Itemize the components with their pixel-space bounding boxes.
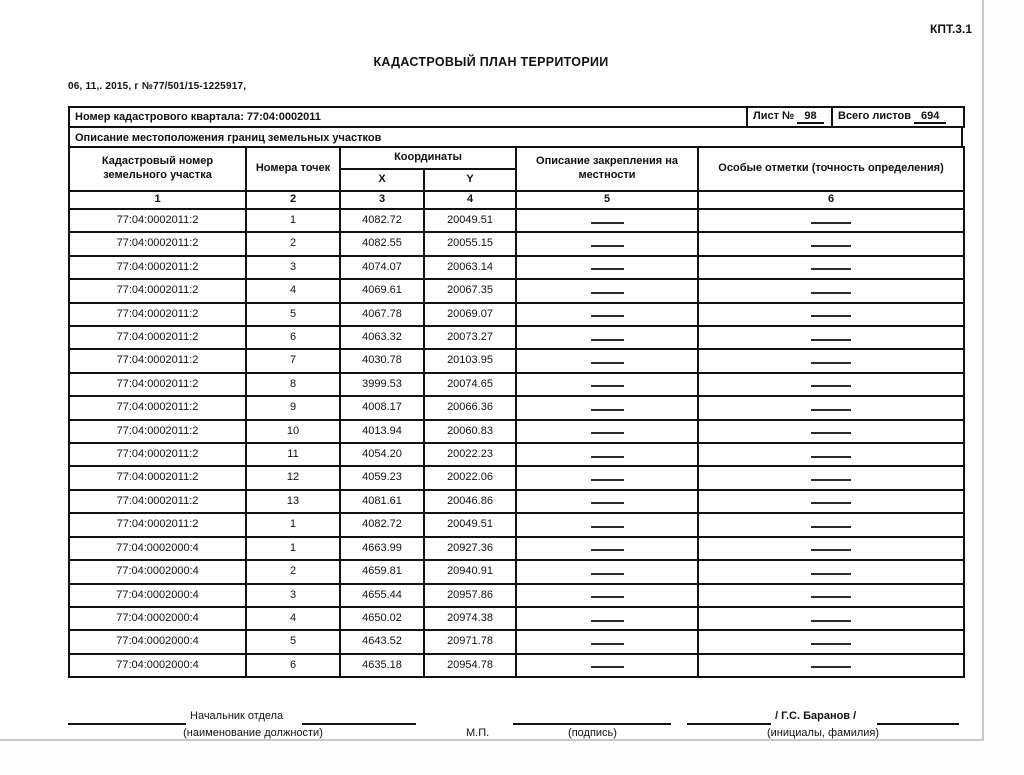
y-coordinate-cell: 20049.51	[424, 209, 516, 232]
blank-line	[811, 451, 851, 458]
date-line: 06, 11,. 2015, г №77/501/15-1225917,	[68, 81, 247, 92]
position-caption: (наименование должности)	[183, 727, 323, 739]
sheet-number-value: 98	[797, 110, 823, 124]
table-row	[69, 349, 964, 372]
signature-line	[687, 723, 771, 725]
fixation-cell	[516, 584, 698, 607]
y-coordinate-cell: 20060.83	[424, 420, 516, 443]
point-number-cell: 8	[246, 373, 340, 396]
fixation-cell	[516, 209, 698, 232]
signature-caption: (подпись)	[568, 727, 617, 739]
blank-line	[811, 568, 851, 575]
notes-cell	[698, 373, 964, 396]
signature-line	[877, 723, 959, 725]
fixation-cell	[516, 443, 698, 466]
blank-line	[591, 380, 624, 387]
x-coordinate-cell: 4069.61	[340, 279, 424, 302]
fixation-cell	[516, 349, 698, 372]
official-name: / Г.С. Баранов /	[775, 710, 857, 722]
x-coordinate-cell: 4067.78	[340, 303, 424, 326]
x-coordinate-cell: 3999.53	[340, 373, 424, 396]
x-coordinate-cell: 4663.99	[340, 537, 424, 560]
y-coordinate-cell: 20074.65	[424, 373, 516, 396]
blank-line	[811, 615, 851, 622]
notes-cell	[698, 607, 964, 630]
table-row	[69, 326, 964, 349]
blank-line	[811, 427, 851, 434]
table-row	[69, 630, 964, 653]
header-cadastral-number: Кадастровый номер земельного участка	[69, 147, 246, 191]
point-number-cell: 6	[246, 654, 340, 677]
notes-cell	[698, 349, 964, 372]
fixation-cell	[516, 256, 698, 279]
signature-line	[513, 723, 671, 725]
fixation-cell	[516, 560, 698, 583]
table-row	[69, 373, 964, 396]
point-number-cell: 10	[246, 420, 340, 443]
table-row	[69, 560, 964, 583]
point-number-cell: 2	[246, 232, 340, 255]
point-number-cell: 13	[246, 490, 340, 513]
cadastral-number-cell: 77:04:0002011:2	[69, 396, 246, 419]
point-number-cell: 7	[246, 349, 340, 372]
cadastral-number-cell: 77:04:0002011:2	[69, 326, 246, 349]
total-sheets-label: Всего листов	[838, 110, 911, 122]
blank-line	[591, 591, 624, 598]
cadastral-number-cell: 77:04:0002011:2	[69, 349, 246, 372]
notes-cell	[698, 326, 964, 349]
blank-line	[591, 521, 624, 528]
cadastral-number-cell: 77:04:0002011:2	[69, 490, 246, 513]
notes-cell	[698, 443, 964, 466]
blank-line	[591, 427, 624, 434]
table-row	[69, 303, 964, 326]
x-coordinate-cell: 4013.94	[340, 420, 424, 443]
y-coordinate-cell: 20022.23	[424, 443, 516, 466]
cadastral-number-cell: 77:04:0002011:2	[69, 232, 246, 255]
x-coordinate-cell: 4030.78	[340, 349, 424, 372]
blank-line	[591, 544, 624, 551]
x-coordinate-cell: 4643.52	[340, 630, 424, 653]
cadastral-number-cell: 77:04:0002011:2	[69, 443, 246, 466]
cadastral-number-cell: 77:04:0002011:2	[69, 373, 246, 396]
cadastral-number-cell: 77:04:0002011:2	[69, 256, 246, 279]
blank-line	[591, 217, 624, 224]
table-row	[69, 607, 964, 630]
point-number-cell: 6	[246, 326, 340, 349]
notes-cell	[698, 420, 964, 443]
column-number: 4	[424, 191, 516, 209]
table-row	[69, 209, 964, 232]
cadastral-number-cell: 77:04:0002000:4	[69, 537, 246, 560]
blank-line	[591, 638, 624, 645]
y-coordinate-cell: 20954.78	[424, 654, 516, 677]
notes-cell	[698, 232, 964, 255]
blank-line	[811, 287, 851, 294]
header-coordinates: Координаты	[340, 147, 516, 169]
point-number-cell: 2	[246, 560, 340, 583]
notes-cell	[698, 466, 964, 489]
notes-cell	[698, 396, 964, 419]
notes-cell	[698, 303, 964, 326]
y-coordinate-cell: 20046.86	[424, 490, 516, 513]
point-number-cell: 9	[246, 396, 340, 419]
blank-line	[811, 263, 851, 270]
fixation-cell	[516, 303, 698, 326]
notes-cell	[698, 630, 964, 653]
cadastral-number-cell: 77:04:0002011:2	[69, 513, 246, 536]
quarter-number-cell	[69, 107, 747, 127]
header-y: Y	[424, 169, 516, 191]
quarter-box	[68, 106, 965, 128]
fixation-cell	[516, 420, 698, 443]
point-number-cell: 5	[246, 303, 340, 326]
position-label: Начальник отдела	[190, 710, 284, 722]
blank-line	[591, 334, 624, 341]
blank-line	[591, 568, 624, 575]
table-row	[69, 232, 964, 255]
x-coordinate-cell: 4082.72	[340, 513, 424, 536]
section-title: Описание местоположения границ земельных участков	[69, 127, 962, 149]
column-number: 2	[246, 191, 340, 209]
table-row	[69, 490, 964, 513]
cadastral-number-cell: 77:04:0002011:2	[69, 466, 246, 489]
quarter-number-label: Номер кадастрового квартала: 77:04:0002011	[75, 111, 321, 123]
point-number-cell: 3	[246, 256, 340, 279]
table-row	[69, 584, 964, 607]
y-coordinate-cell: 20066.36	[424, 396, 516, 419]
fixation-cell	[516, 232, 698, 255]
blank-line	[811, 661, 851, 668]
column-number: 1	[69, 191, 246, 209]
blank-line	[811, 638, 851, 645]
x-coordinate-cell: 4059.23	[340, 466, 424, 489]
blank-line	[811, 544, 851, 551]
point-number-cell: 5	[246, 630, 340, 653]
table-row	[69, 256, 964, 279]
notes-cell	[698, 490, 964, 513]
point-number-cell: 1	[246, 209, 340, 232]
blank-line	[591, 310, 624, 317]
cadastral-number-cell: 77:04:0002000:4	[69, 607, 246, 630]
point-number-cell: 12	[246, 466, 340, 489]
notes-cell	[698, 654, 964, 677]
x-coordinate-cell: 4635.18	[340, 654, 424, 677]
x-coordinate-cell: 4008.17	[340, 396, 424, 419]
blank-line	[811, 357, 851, 364]
point-number-cell: 1	[246, 537, 340, 560]
table-row	[69, 513, 964, 536]
point-number-cell: 4	[246, 279, 340, 302]
y-coordinate-cell: 20103.95	[424, 349, 516, 372]
x-coordinate-cell: 4082.55	[340, 232, 424, 255]
fixation-cell	[516, 513, 698, 536]
blank-line	[811, 591, 851, 598]
y-coordinate-cell: 20971.78	[424, 630, 516, 653]
header-fixation: Описание закрепления на местности	[516, 147, 698, 191]
table-row	[69, 537, 964, 560]
fixation-cell	[516, 607, 698, 630]
cadastral-number-cell: 77:04:0002000:4	[69, 584, 246, 607]
point-number-cell: 1	[246, 513, 340, 536]
blank-line	[591, 240, 624, 247]
cadastral-number-cell: 77:04:0002000:4	[69, 630, 246, 653]
blank-line	[811, 380, 851, 387]
table-row	[69, 279, 964, 302]
blank-line	[591, 263, 624, 270]
notes-cell	[698, 256, 964, 279]
signature-line	[68, 723, 186, 725]
fixation-cell	[516, 279, 698, 302]
table-row	[69, 443, 964, 466]
cadastral-number-cell: 77:04:0002000:4	[69, 654, 246, 677]
blank-line	[591, 474, 624, 481]
table-body	[69, 209, 964, 677]
fixation-cell	[516, 466, 698, 489]
header-x: X	[340, 169, 424, 191]
blank-line	[811, 217, 851, 224]
header-notes: Особые отметки (точность определения)	[698, 147, 964, 191]
fixation-cell	[516, 373, 698, 396]
fixation-cell	[516, 630, 698, 653]
y-coordinate-cell: 20957.86	[424, 584, 516, 607]
fixation-cell	[516, 537, 698, 560]
notes-cell	[698, 584, 964, 607]
cadastral-number-cell: 77:04:0002011:2	[69, 303, 246, 326]
x-coordinate-cell: 4081.61	[340, 490, 424, 513]
header-point-numbers: Номера точек	[246, 147, 340, 191]
cadastral-number-cell: 77:04:0002011:2	[69, 209, 246, 232]
column-number: 6	[698, 191, 964, 209]
column-numbers-row	[69, 191, 964, 209]
fixation-cell	[516, 396, 698, 419]
cadastral-number-cell: 77:04:0002011:2	[69, 420, 246, 443]
x-coordinate-cell: 4063.32	[340, 326, 424, 349]
fixation-cell	[516, 490, 698, 513]
table-row	[69, 466, 964, 489]
blank-line	[591, 661, 624, 668]
table-row	[69, 396, 964, 419]
fixation-cell	[516, 326, 698, 349]
cadastral-number-cell: 77:04:0002000:4	[69, 560, 246, 583]
y-coordinate-cell: 20927.36	[424, 537, 516, 560]
y-coordinate-cell: 20940.91	[424, 560, 516, 583]
x-coordinate-cell: 4650.02	[340, 607, 424, 630]
signature-line	[302, 723, 416, 725]
x-coordinate-cell: 4655.44	[340, 584, 424, 607]
total-sheets-value: 694	[914, 110, 946, 124]
blank-line	[811, 521, 851, 528]
y-coordinate-cell: 20974.38	[424, 607, 516, 630]
blank-line	[591, 287, 624, 294]
y-coordinate-cell: 20022.06	[424, 466, 516, 489]
blank-line	[591, 615, 624, 622]
y-coordinate-cell: 20049.51	[424, 513, 516, 536]
y-coordinate-cell: 20069.07	[424, 303, 516, 326]
blank-line	[811, 240, 851, 247]
notes-cell	[698, 560, 964, 583]
notes-cell	[698, 209, 964, 232]
blank-line	[591, 404, 624, 411]
point-number-cell: 4	[246, 607, 340, 630]
notes-cell	[698, 279, 964, 302]
blank-line	[811, 404, 851, 411]
blank-line	[591, 451, 624, 458]
cadastral-number-cell: 77:04:0002011:2	[69, 279, 246, 302]
blank-line	[811, 474, 851, 481]
total-sheets-cell	[832, 107, 964, 127]
sheet-number-cell	[747, 107, 832, 127]
notes-cell	[698, 513, 964, 536]
table-row	[69, 654, 964, 677]
column-number: 3	[340, 191, 424, 209]
table-row	[69, 420, 964, 443]
stamp-label: М.П.	[466, 727, 490, 739]
sheet-number-label: Лист №	[753, 110, 795, 122]
y-coordinate-cell: 20063.14	[424, 256, 516, 279]
point-number-cell: 3	[246, 584, 340, 607]
y-coordinate-cell: 20055.15	[424, 232, 516, 255]
coordinates-table	[68, 146, 965, 678]
blank-line	[591, 497, 624, 504]
y-coordinate-cell: 20073.27	[424, 326, 516, 349]
page-title: КАДАСТРОВЫЙ ПЛАН ТЕРРИТОРИИ	[373, 55, 609, 69]
point-number-cell: 11	[246, 443, 340, 466]
blank-line	[811, 334, 851, 341]
x-coordinate-cell: 4074.07	[340, 256, 424, 279]
blank-line	[811, 497, 851, 504]
x-coordinate-cell: 4082.72	[340, 209, 424, 232]
name-caption: (инициалы, фамилия)	[766, 727, 880, 739]
blank-line	[811, 310, 851, 317]
fixation-cell	[516, 654, 698, 677]
form-code: КПТ.3.1	[930, 22, 972, 36]
x-coordinate-cell: 4054.20	[340, 443, 424, 466]
blank-line	[591, 357, 624, 364]
x-coordinate-cell: 4659.81	[340, 560, 424, 583]
y-coordinate-cell: 20067.35	[424, 279, 516, 302]
notes-cell	[698, 537, 964, 560]
column-number: 5	[516, 191, 698, 209]
